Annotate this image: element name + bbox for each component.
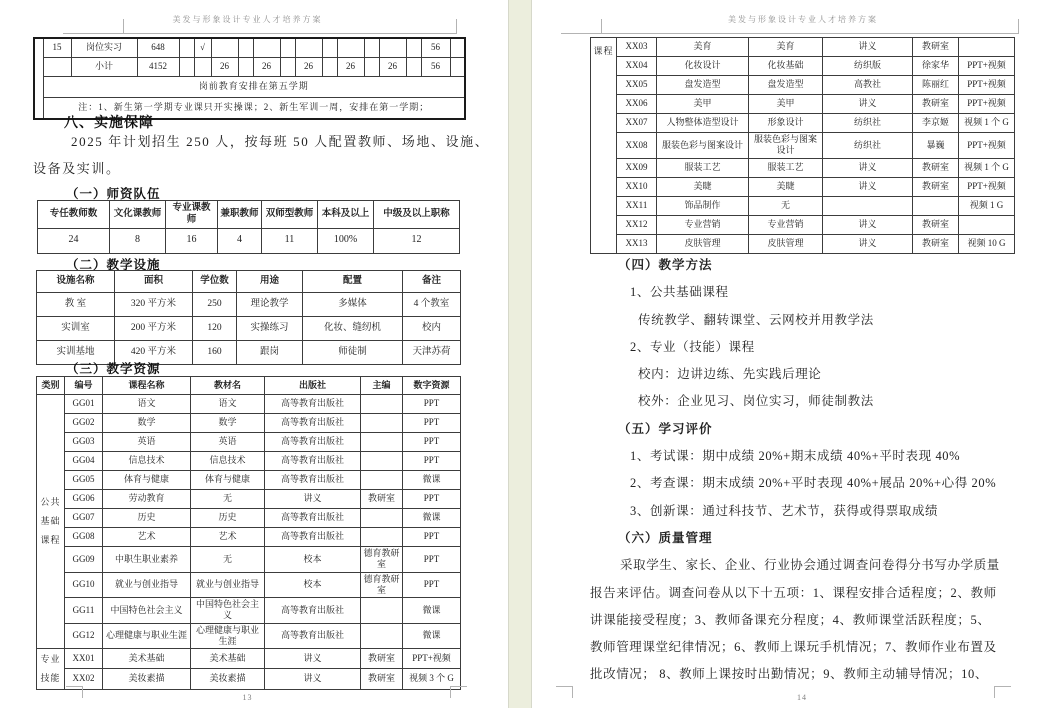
table-cell: [959, 38, 1015, 57]
page-left: [0, 0, 509, 708]
table-cell: 劳动教育: [103, 490, 191, 509]
table-cell: 微课: [403, 623, 461, 649]
table-cell: 讲义: [823, 95, 913, 114]
table-cell: [406, 58, 421, 77]
table-cell: 教研室: [913, 177, 959, 196]
table-cell: [211, 38, 238, 58]
table-cell: 美妆素描: [103, 669, 191, 689]
table-cell: 12: [374, 228, 460, 253]
table-cell: GG05: [65, 471, 103, 490]
page-header-title: 美发与形象设计专业人才培养方案: [172, 15, 323, 24]
course-plan-summary-table: [33, 37, 466, 120]
table-cell: 艺术: [103, 528, 191, 547]
table-cell: GG11: [65, 598, 103, 624]
table-cell: 讲义: [823, 177, 913, 196]
table-cell: 讲义: [823, 215, 913, 234]
table-cell: 250: [193, 293, 237, 317]
table-cell: 中国特色社会主义: [103, 598, 191, 624]
table-cell: XX03: [617, 38, 657, 57]
table-cell: PPT: [403, 452, 461, 471]
section-8-heading: 八、实施保障: [64, 114, 154, 130]
table-cell: 视频 10 G: [959, 234, 1015, 253]
text-line: 校内：边讲边练、先实践后理论: [638, 367, 822, 382]
text-line: 1、公共基础课程: [630, 285, 729, 300]
table-cell: 化妆、缝纫机: [303, 317, 403, 341]
table-cell: [322, 58, 337, 77]
boundary-mark: [1018, 19, 1019, 33]
table-cell: [361, 598, 403, 624]
table-cell: 教研室: [913, 215, 959, 234]
table-cell: XX02: [65, 669, 103, 689]
table-cell: 26: [253, 58, 280, 77]
table-cell: 160: [193, 341, 237, 365]
table-cell: 数学: [191, 414, 265, 433]
text-line: 教师管理课堂纪律情况；6、教师上课玩手机情况；7、教师作业布置及: [590, 640, 997, 655]
table-cell: 就业与创业指导: [191, 572, 265, 598]
table-cell: [361, 395, 403, 414]
table-cell: 无: [749, 196, 823, 215]
table-cell: 注：1、新生第一学期专业课只开实操课；2、新生军训一周，安排在第一学期；: [43, 98, 465, 120]
table-cell: 教研室: [913, 38, 959, 57]
table-cell: 高等教育出版社: [265, 471, 361, 490]
table-cell: 服装色彩与图案设计: [657, 133, 749, 159]
table-cell: 多媒体: [303, 293, 403, 317]
text-line: （六）质量管理: [618, 530, 713, 545]
table-cell: 纺织版: [823, 57, 913, 76]
table-cell: 就业与创业指导: [103, 572, 191, 598]
table-cell: 讲义: [265, 669, 361, 689]
text-line: 2、专业（技能）课程: [630, 339, 755, 354]
page-right: [531, 0, 1038, 708]
table-cell: [34, 38, 43, 119]
column-header: 编号: [65, 377, 103, 395]
table-cell: 教研室: [913, 158, 959, 177]
table-cell: 饰品制作: [657, 196, 749, 215]
table-cell: 语文: [191, 395, 265, 414]
table-cell: 高等教育出版社: [265, 433, 361, 452]
column-header: 文化课教师: [110, 201, 166, 229]
table-cell: 高等教育出版社: [265, 598, 361, 624]
table-cell: 高等教育出版社: [265, 414, 361, 433]
table-cell: 26: [295, 58, 322, 77]
column-header: 双师型教师: [262, 201, 318, 229]
table-cell: 校本: [265, 547, 361, 573]
column-header: 设施名称: [37, 271, 115, 293]
table-cell: 课程: [591, 38, 617, 254]
table-cell: 心理健康与职业生涯: [103, 623, 191, 649]
table-cell: 服装色彩与图案设计: [749, 133, 823, 159]
table-cell: 美育: [657, 38, 749, 57]
table-cell: 648: [137, 38, 179, 58]
resources-table-right: [590, 37, 1015, 254]
table-cell: GG09: [65, 547, 103, 573]
table-cell: 艺术: [191, 528, 265, 547]
table-cell: 跟岗: [237, 341, 303, 365]
table-cell: XX04: [617, 57, 657, 76]
table-cell: 美甲: [657, 95, 749, 114]
column-header: 备注: [403, 271, 461, 293]
table-cell: 无: [191, 490, 265, 509]
table-cell: 岗位实习: [71, 38, 137, 58]
table-cell: 8: [110, 228, 166, 253]
column-header: 类别: [37, 377, 65, 395]
table-cell: 徐家华: [913, 57, 959, 76]
table-cell: 11: [262, 228, 318, 253]
table-cell: 讲义: [265, 649, 361, 669]
text-line: 讲课能接受程度；3、教师备课充分程度；4、教师课堂活跃程度；5、: [590, 612, 991, 627]
table-cell: 专业技能: [37, 649, 65, 690]
table-cell: 历史: [191, 509, 265, 528]
table-cell: XX09: [617, 158, 657, 177]
column-header: 教材名: [191, 377, 265, 395]
table-cell: 美育: [749, 38, 823, 57]
table-cell: 教研室: [913, 234, 959, 253]
subsection-1-heading: （一）师资队伍: [66, 187, 161, 201]
table-cell: 服装工艺: [749, 158, 823, 177]
facilities-table: [36, 270, 461, 365]
table-cell: GG06: [65, 490, 103, 509]
teachers-table: [37, 200, 460, 254]
column-header: 面积: [115, 271, 193, 293]
table-cell: 李京姬: [913, 114, 959, 133]
text-line: （四）教学方法: [618, 258, 713, 272]
table-cell: PPT: [403, 433, 461, 452]
table-cell: XX12: [617, 215, 657, 234]
table-cell: PPT+视频: [959, 133, 1015, 159]
table-cell: [238, 58, 253, 77]
table-cell: 美术基础: [191, 649, 265, 669]
text-line: （五）学习评价: [618, 421, 713, 436]
table-cell: 420 平方米: [115, 341, 193, 365]
column-header: 专任教师数: [38, 201, 110, 229]
table-cell: 讲义: [823, 38, 913, 57]
right-page-text: [590, 252, 1022, 689]
table-cell: [364, 38, 379, 58]
table-cell: XX01: [65, 649, 103, 669]
table-cell: GG12: [65, 623, 103, 649]
table-cell: 26: [379, 58, 406, 77]
table-cell: 中职生职业素养: [103, 547, 191, 573]
table-cell: 高等教育出版社: [265, 395, 361, 414]
resources-table-left: [36, 376, 461, 690]
table-cell: [253, 38, 280, 58]
column-header: 数字资源: [403, 377, 461, 395]
table-cell: 德育教研室: [361, 572, 403, 598]
text-line: 2025 年计划招生 250 人，按每班 50 人配置教师、场地、设施、: [71, 134, 490, 149]
table-cell: XX10: [617, 177, 657, 196]
table-cell: PPT: [403, 572, 461, 598]
table-cell: PPT: [403, 414, 461, 433]
table-cell: [450, 38, 465, 58]
table-cell: √: [194, 38, 211, 58]
table-cell: 盘发造型: [657, 76, 749, 95]
table-cell: 100%: [318, 228, 374, 253]
table-cell: GG08: [65, 528, 103, 547]
table-cell: 小计: [71, 58, 137, 77]
text-line: 校外：企业见习、岗位实习，师徒制教法: [638, 394, 874, 409]
table-cell: 校内: [403, 317, 461, 341]
table-cell: 美甲: [749, 95, 823, 114]
table-cell: 高等教育出版社: [265, 452, 361, 471]
table-cell: 英语: [191, 433, 265, 452]
boundary-mark: [123, 19, 124, 33]
table-cell: [322, 38, 337, 58]
table-cell: 化妆基础: [749, 57, 823, 76]
column-header: 中级及以上职称: [374, 201, 460, 229]
table-cell: 讲义: [823, 158, 913, 177]
table-cell: 语文: [103, 395, 191, 414]
table-cell: 4 个教室: [403, 293, 461, 317]
table-cell: [959, 215, 1015, 234]
table-cell: XX06: [617, 95, 657, 114]
table-cell: 16: [166, 228, 218, 253]
table-cell: 24: [38, 228, 110, 253]
table-cell: GG01: [65, 395, 103, 414]
table-cell: 形象设计: [749, 114, 823, 133]
table-cell: 纺织社: [823, 114, 913, 133]
text-line: 1、考试课：期中成绩 20%+期末成绩 40%+平时表现 40%: [630, 449, 961, 464]
table-cell: [361, 414, 403, 433]
table-cell: 15: [43, 38, 71, 58]
table-cell: [280, 38, 295, 58]
table-cell: 视频 1 个 G: [959, 158, 1015, 177]
table-cell: [361, 471, 403, 490]
table-cell: [194, 58, 211, 77]
header-rule: [561, 33, 1019, 34]
table-cell: 信息技术: [191, 452, 265, 471]
table-cell: 专业营销: [749, 215, 823, 234]
column-header: 学位数: [193, 271, 237, 293]
page-number-left: 13: [242, 693, 253, 702]
table-cell: PPT+视频: [959, 177, 1015, 196]
table-cell: 公共基础课程: [37, 395, 65, 649]
table-cell: 暴巍: [913, 133, 959, 159]
table-cell: 讲义: [823, 234, 913, 253]
table-cell: PPT+视频: [959, 57, 1015, 76]
table-cell: GG07: [65, 509, 103, 528]
table-cell: 4152: [137, 58, 179, 77]
table-cell: 英语: [103, 433, 191, 452]
table-cell: 56: [421, 58, 450, 77]
text-line: 传统教学、翻转课堂、云网校并用教学法: [638, 312, 874, 327]
table-cell: [913, 196, 959, 215]
table-cell: [361, 433, 403, 452]
table-cell: 化妆设计: [657, 57, 749, 76]
table-cell: 心理健康与职业生涯: [191, 623, 265, 649]
table-cell: 讲义: [265, 490, 361, 509]
text-line: 报告来评估。调查问卷从以下十五项：1、课程安排合适程度；2、教师: [590, 585, 997, 600]
column-header: 本科及以上: [318, 201, 374, 229]
table-cell: 教研室: [361, 649, 403, 669]
table-cell: 120: [193, 317, 237, 341]
text-boundary-corner: [556, 686, 573, 698]
table-cell: PPT: [403, 528, 461, 547]
page-number-right: 14: [797, 693, 807, 702]
table-cell: 高等教育出版社: [265, 509, 361, 528]
table-cell: [280, 58, 295, 77]
table-cell: 实训室: [37, 317, 115, 341]
table-cell: PPT+视频: [403, 649, 461, 669]
table-cell: 美术基础: [103, 649, 191, 669]
table-cell: 4: [218, 228, 262, 253]
table-cell: 无: [191, 547, 265, 573]
table-cell: 教 室: [37, 293, 115, 317]
table-cell: 体育与健康: [191, 471, 265, 490]
table-cell: 德育教研室: [361, 547, 403, 573]
column-header: 课程名称: [103, 377, 191, 395]
table-cell: XX05: [617, 76, 657, 95]
column-header: 主编: [361, 377, 403, 395]
text-line: 设备及实训。: [33, 161, 121, 176]
table-cell: 陈丽红: [913, 76, 959, 95]
column-header: 专业课教师: [166, 201, 218, 229]
table-cell: XX07: [617, 114, 657, 133]
table-cell: 微课: [403, 509, 461, 528]
table-cell: 美睫: [657, 177, 749, 196]
table-cell: [179, 58, 194, 77]
table-cell: [361, 528, 403, 547]
table-cell: 校本: [265, 572, 361, 598]
table-cell: [179, 38, 194, 58]
table-cell: 26: [337, 58, 364, 77]
boundary-mark: [601, 19, 602, 33]
table-cell: XX11: [617, 196, 657, 215]
table-cell: 人物整体造型设计: [657, 114, 749, 133]
table-cell: PPT+视频: [959, 76, 1015, 95]
table-cell: PPT: [403, 395, 461, 414]
table-cell: [361, 509, 403, 528]
table-cell: 实训基地: [37, 341, 115, 365]
table-cell: 天津苏荷: [403, 341, 461, 365]
table-cell: [295, 38, 322, 58]
column-header: 兼职教师: [218, 201, 262, 229]
table-cell: [823, 196, 913, 215]
text-line: 采取学生、家长、企业、行业协会通过调查问卷得分书写办学质量: [620, 558, 1000, 573]
table-cell: PPT+视频: [959, 95, 1015, 114]
table-cell: 56: [421, 38, 450, 58]
table-cell: 数学: [103, 414, 191, 433]
table-cell: 美睫: [749, 177, 823, 196]
subsection-3-heading: （三）教学资源: [66, 362, 161, 376]
column-header: 出版社: [265, 377, 361, 395]
table-cell: [379, 38, 406, 58]
table-cell: 微课: [403, 471, 461, 490]
table-cell: XX13: [617, 234, 657, 253]
table-cell: 体育与健康: [103, 471, 191, 490]
table-cell: [364, 58, 379, 77]
text-line: 3、创新课：通过科技节、艺术节，获得或得票取成绩: [630, 503, 939, 518]
table-cell: 服装工艺: [657, 158, 749, 177]
table-cell: 信息技术: [103, 452, 191, 471]
table-cell: 教研室: [361, 490, 403, 509]
table-cell: 视频 3 个 G: [403, 669, 461, 689]
table-cell: GG02: [65, 414, 103, 433]
table-cell: 高等教育出版社: [265, 528, 361, 547]
table-cell: GG03: [65, 433, 103, 452]
table-cell: 320 平方米: [115, 293, 193, 317]
text-line: 批改情况； 8、教师上课按时出勤情况；9、教师主动辅导情况；10、: [590, 667, 988, 682]
table-cell: PPT: [403, 490, 461, 509]
table-cell: 高教社: [823, 76, 913, 95]
table-cell: GG04: [65, 452, 103, 471]
table-cell: [43, 58, 71, 77]
table-cell: [450, 58, 465, 77]
column-header: 配置: [303, 271, 403, 293]
table-cell: 视频 1 G: [959, 196, 1015, 215]
table-cell: XX08: [617, 133, 657, 159]
table-cell: GG10: [65, 572, 103, 598]
table-cell: 26: [211, 58, 238, 77]
table-cell: 美妆素描: [191, 669, 265, 689]
table-cell: 微课: [403, 598, 461, 624]
table-cell: 历史: [103, 509, 191, 528]
column-header: 用途: [237, 271, 303, 293]
intro-paragraph: [33, 128, 490, 182]
table-cell: 教研室: [361, 669, 403, 689]
page-header-title: 美发与形象设计专业人才培养方案: [728, 15, 878, 24]
table-cell: [406, 38, 421, 58]
table-cell: 高等教育出版社: [265, 623, 361, 649]
table-cell: 岗前教育安排在第五学期: [43, 77, 465, 98]
table-cell: 200 平方米: [115, 317, 193, 341]
table-cell: 中国特色社会主义: [191, 598, 265, 624]
subsection-2-heading: （二）教学设施: [66, 258, 161, 272]
table-cell: 理论教学: [237, 293, 303, 317]
table-cell: [337, 38, 364, 58]
table-cell: [238, 38, 253, 58]
table-cell: PPT: [403, 547, 461, 573]
table-cell: 视频 1 个 G: [959, 114, 1015, 133]
table-cell: 盘发造型: [749, 76, 823, 95]
table-cell: 实操练习: [237, 317, 303, 341]
boundary-mark: [456, 19, 457, 33]
table-cell: 皮肤管理: [657, 234, 749, 253]
table-cell: 教研室: [913, 95, 959, 114]
table-cell: [361, 452, 403, 471]
text-line: 2、考查课：期末成绩 20%+平时表现 40%+展品 20%+心得 20%: [630, 476, 997, 491]
header-rule: [63, 33, 457, 34]
table-cell: 师徒制: [303, 341, 403, 365]
table-cell: 皮肤管理: [749, 234, 823, 253]
table-cell: 纺织社: [823, 133, 913, 159]
table-cell: [361, 623, 403, 649]
table-cell: 专业营销: [657, 215, 749, 234]
